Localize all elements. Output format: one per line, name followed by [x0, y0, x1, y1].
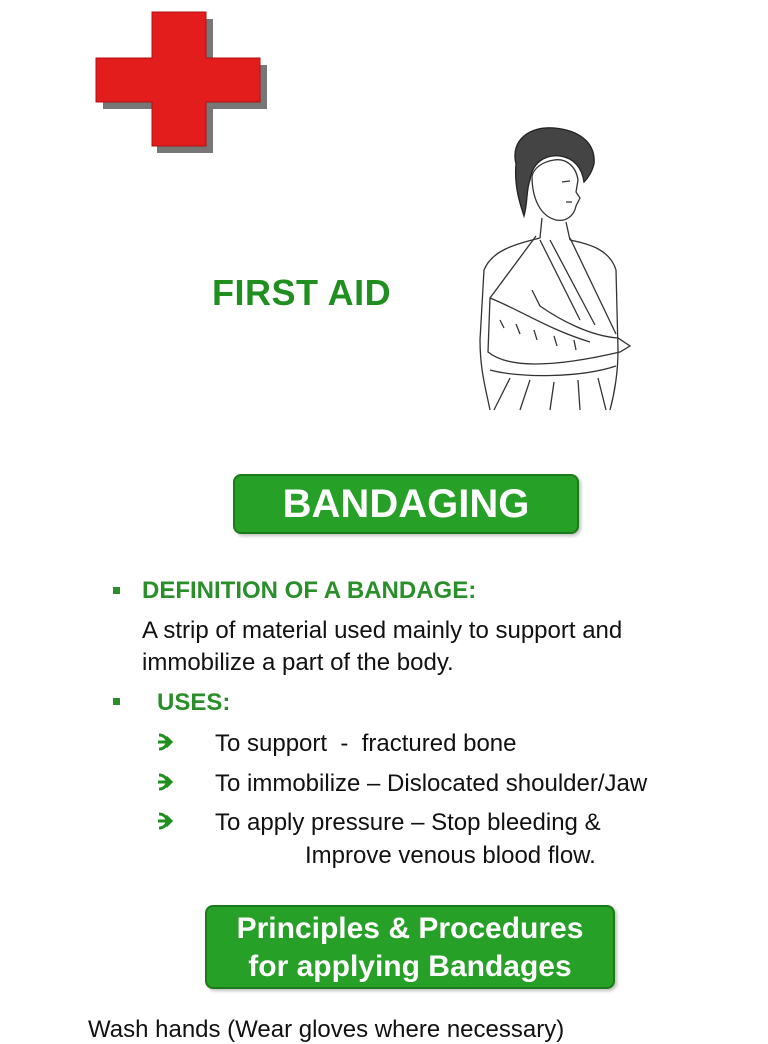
use-item: To apply pressure – Stop bleeding &	[215, 809, 601, 836]
use-item-continuation: Improve venous blood flow.	[305, 842, 596, 869]
use-item: To support - fractured bone	[215, 730, 517, 757]
uses-heading: USES:	[157, 689, 231, 716]
bullet-square	[113, 698, 120, 705]
arm-sling-illustration	[470, 120, 640, 420]
arrow-bullet-icon	[154, 771, 176, 793]
definition-line-1: A strip of material used mainly to support and	[142, 617, 623, 644]
principles-line-2: for applying Bandages	[248, 950, 572, 983]
bandaging-banner: BANDAGING	[233, 474, 579, 534]
arrow-bullet-icon	[154, 810, 176, 832]
principles-banner	[205, 905, 615, 989]
footer-partial-line	[60, 1008, 680, 1043]
bullet-square	[113, 587, 120, 594]
use-item: To immobilize – Dislocated shoulder/Jaw	[215, 770, 648, 797]
arrow-bullet-icon	[154, 731, 176, 753]
page-title: FIRST AID	[212, 272, 392, 313]
principles-line-1: Principles & Procedures	[236, 912, 584, 945]
definition-heading: DEFINITION OF A BANDAGE:	[142, 577, 477, 604]
footer-partial-text: Wash hands (Wear gloves where necessary)	[88, 1016, 565, 1043]
definition-line-2: immobilize a part of the body.	[142, 649, 454, 676]
red-cross-icon	[96, 12, 264, 150]
